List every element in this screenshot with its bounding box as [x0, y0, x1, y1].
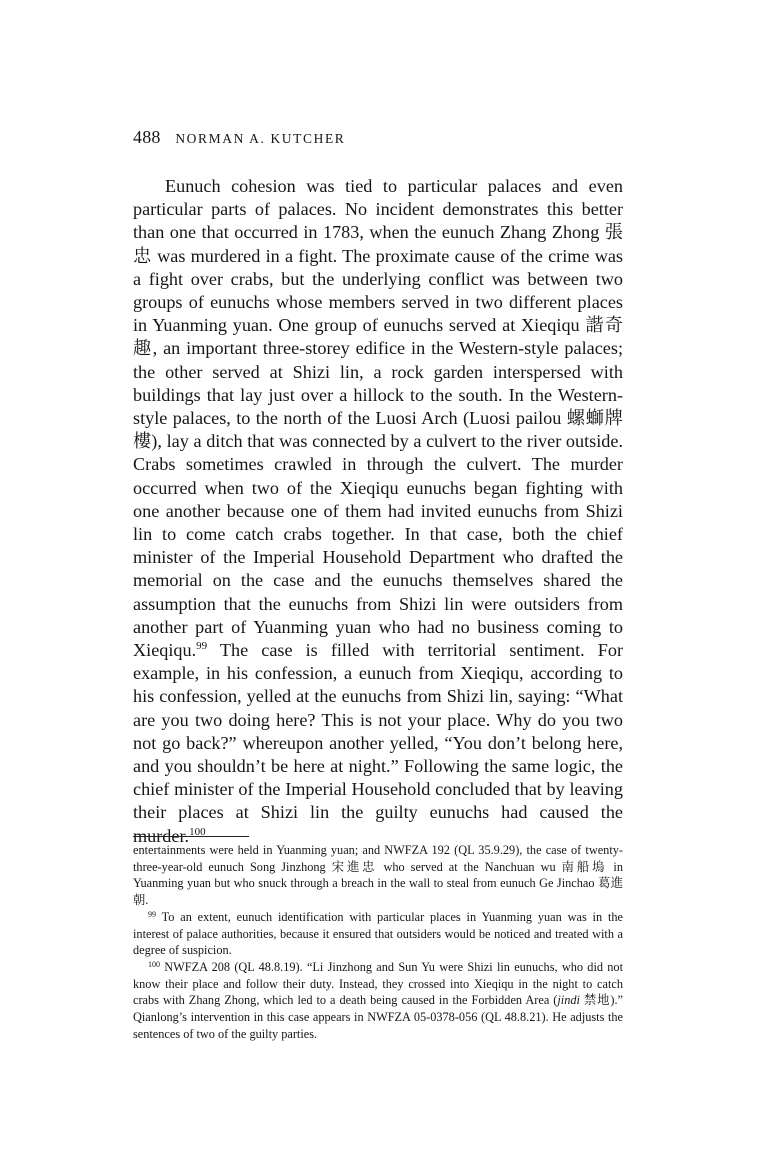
footnote-rule	[133, 836, 249, 837]
footnote-text: NWFZA 208 (QL 48.8.19). “Li Jinzhong and Sun Yu were Shizi lin eunuchs, who did not know their place and follow their duty. Instead, they crossed into Xieqiqu in the night to catch crabs with Zhang Zhong, which led to a death being caused in the Forbidden Area (	[133, 959, 623, 1008]
footnote-continued: entertainments were held in Yuanming yuan; and NWFZA 192 (QL 35.9.29), the case of twenty-three-year-old eunuch Song Jinzhong 宋進忠 who served at the Nanchuan wu 南船塢 in Yuanming yuan but who snuck through a breach in the wall to steal from eunuch Ge Jinchao 葛進朝.	[133, 843, 623, 908]
footnote-ref-100: 100	[189, 825, 206, 838]
running-head	[133, 127, 345, 148]
paragraph-text: Eunuch cohesion was tied to particular palaces and even particular parts of palaces. No incident demonstrates this better than one that occurred in 1783, when the eunuch Zhang Zhong 張忠 was murdered in a fight. The proximate cause of the crime was a fight over crabs, but the underlying conflict was between two groups of eunuchs whose members served in two different places in Yuanming yuan. One group of eunuchs served at Xieqiqu 諧奇趣, an important three-storey edifice in the Western-style palaces; the other served at Shizi lin, a rock garden interspersed with buildings that lay just over a hillock to the south. In the Western-style palaces, to the north of the Luosi Arch (Luosi pailou 螺螄牌樓), lay a ditch that was connected by a culvert to the river outside. Crabs sometimes crawled in through the culvert. The murder occurred when two of the Xieqiqu eunuchs began fighting with one another because one of them had invited eunuchs from Shizi lin to come catch crabs together. In that case, both the chief minister of the Imperial Household Department who drafted the memorial on the case and the eunuchs themselves shared the assumption that the eunuchs from Shizi lin were outsiders from another part of Yuanming yuan who had no business coming to Xieqiqu.	[133, 176, 623, 661]
footnote-text: To an extent, eunuch identification with particular places in Yuanming yuan was in the interest of palace authorities, because it ensured that outsiders would be noticed and treated with a degree of suspicion.	[133, 909, 623, 958]
footnotes	[133, 842, 623, 1042]
running-head-author: NORMAN A. KUTCHER	[175, 131, 346, 146]
page-number: 488	[133, 127, 161, 147]
footnote-ref-99: 99	[196, 640, 208, 653]
main-text	[133, 175, 623, 848]
footnote-italic-term: jindi	[557, 993, 580, 1008]
footnote-100	[133, 959, 623, 1043]
footnote-99	[133, 909, 623, 959]
paragraph	[133, 175, 623, 848]
footnote-text-cont: 禁地).” Qianlong’s intervention in this case appears in NWFZA 05-0378-056 (QL 48.8.21). He adjusts the sentences of two of the guilty parties.	[133, 993, 623, 1041]
footnote-number: 99	[148, 909, 156, 919]
footnote-number: 100	[148, 959, 160, 969]
paragraph-text-cont: The case is filled with territorial sentiment. For example, in his confession, a eunuch from Xieqiqu, according to his confession, yelled at the eunuchs from Shizi lin, saying: “What are you two doing here? This is not your place. Why do you two not go back?” whereupon another yelled, “You don’t belong here, and you shouldn’t be here at night.” Following the same logic, the chief minister of the Imperial Household concluded that by leaving their places at Shizi lin the guilty eunuchs had caused the murder.	[133, 640, 624, 846]
